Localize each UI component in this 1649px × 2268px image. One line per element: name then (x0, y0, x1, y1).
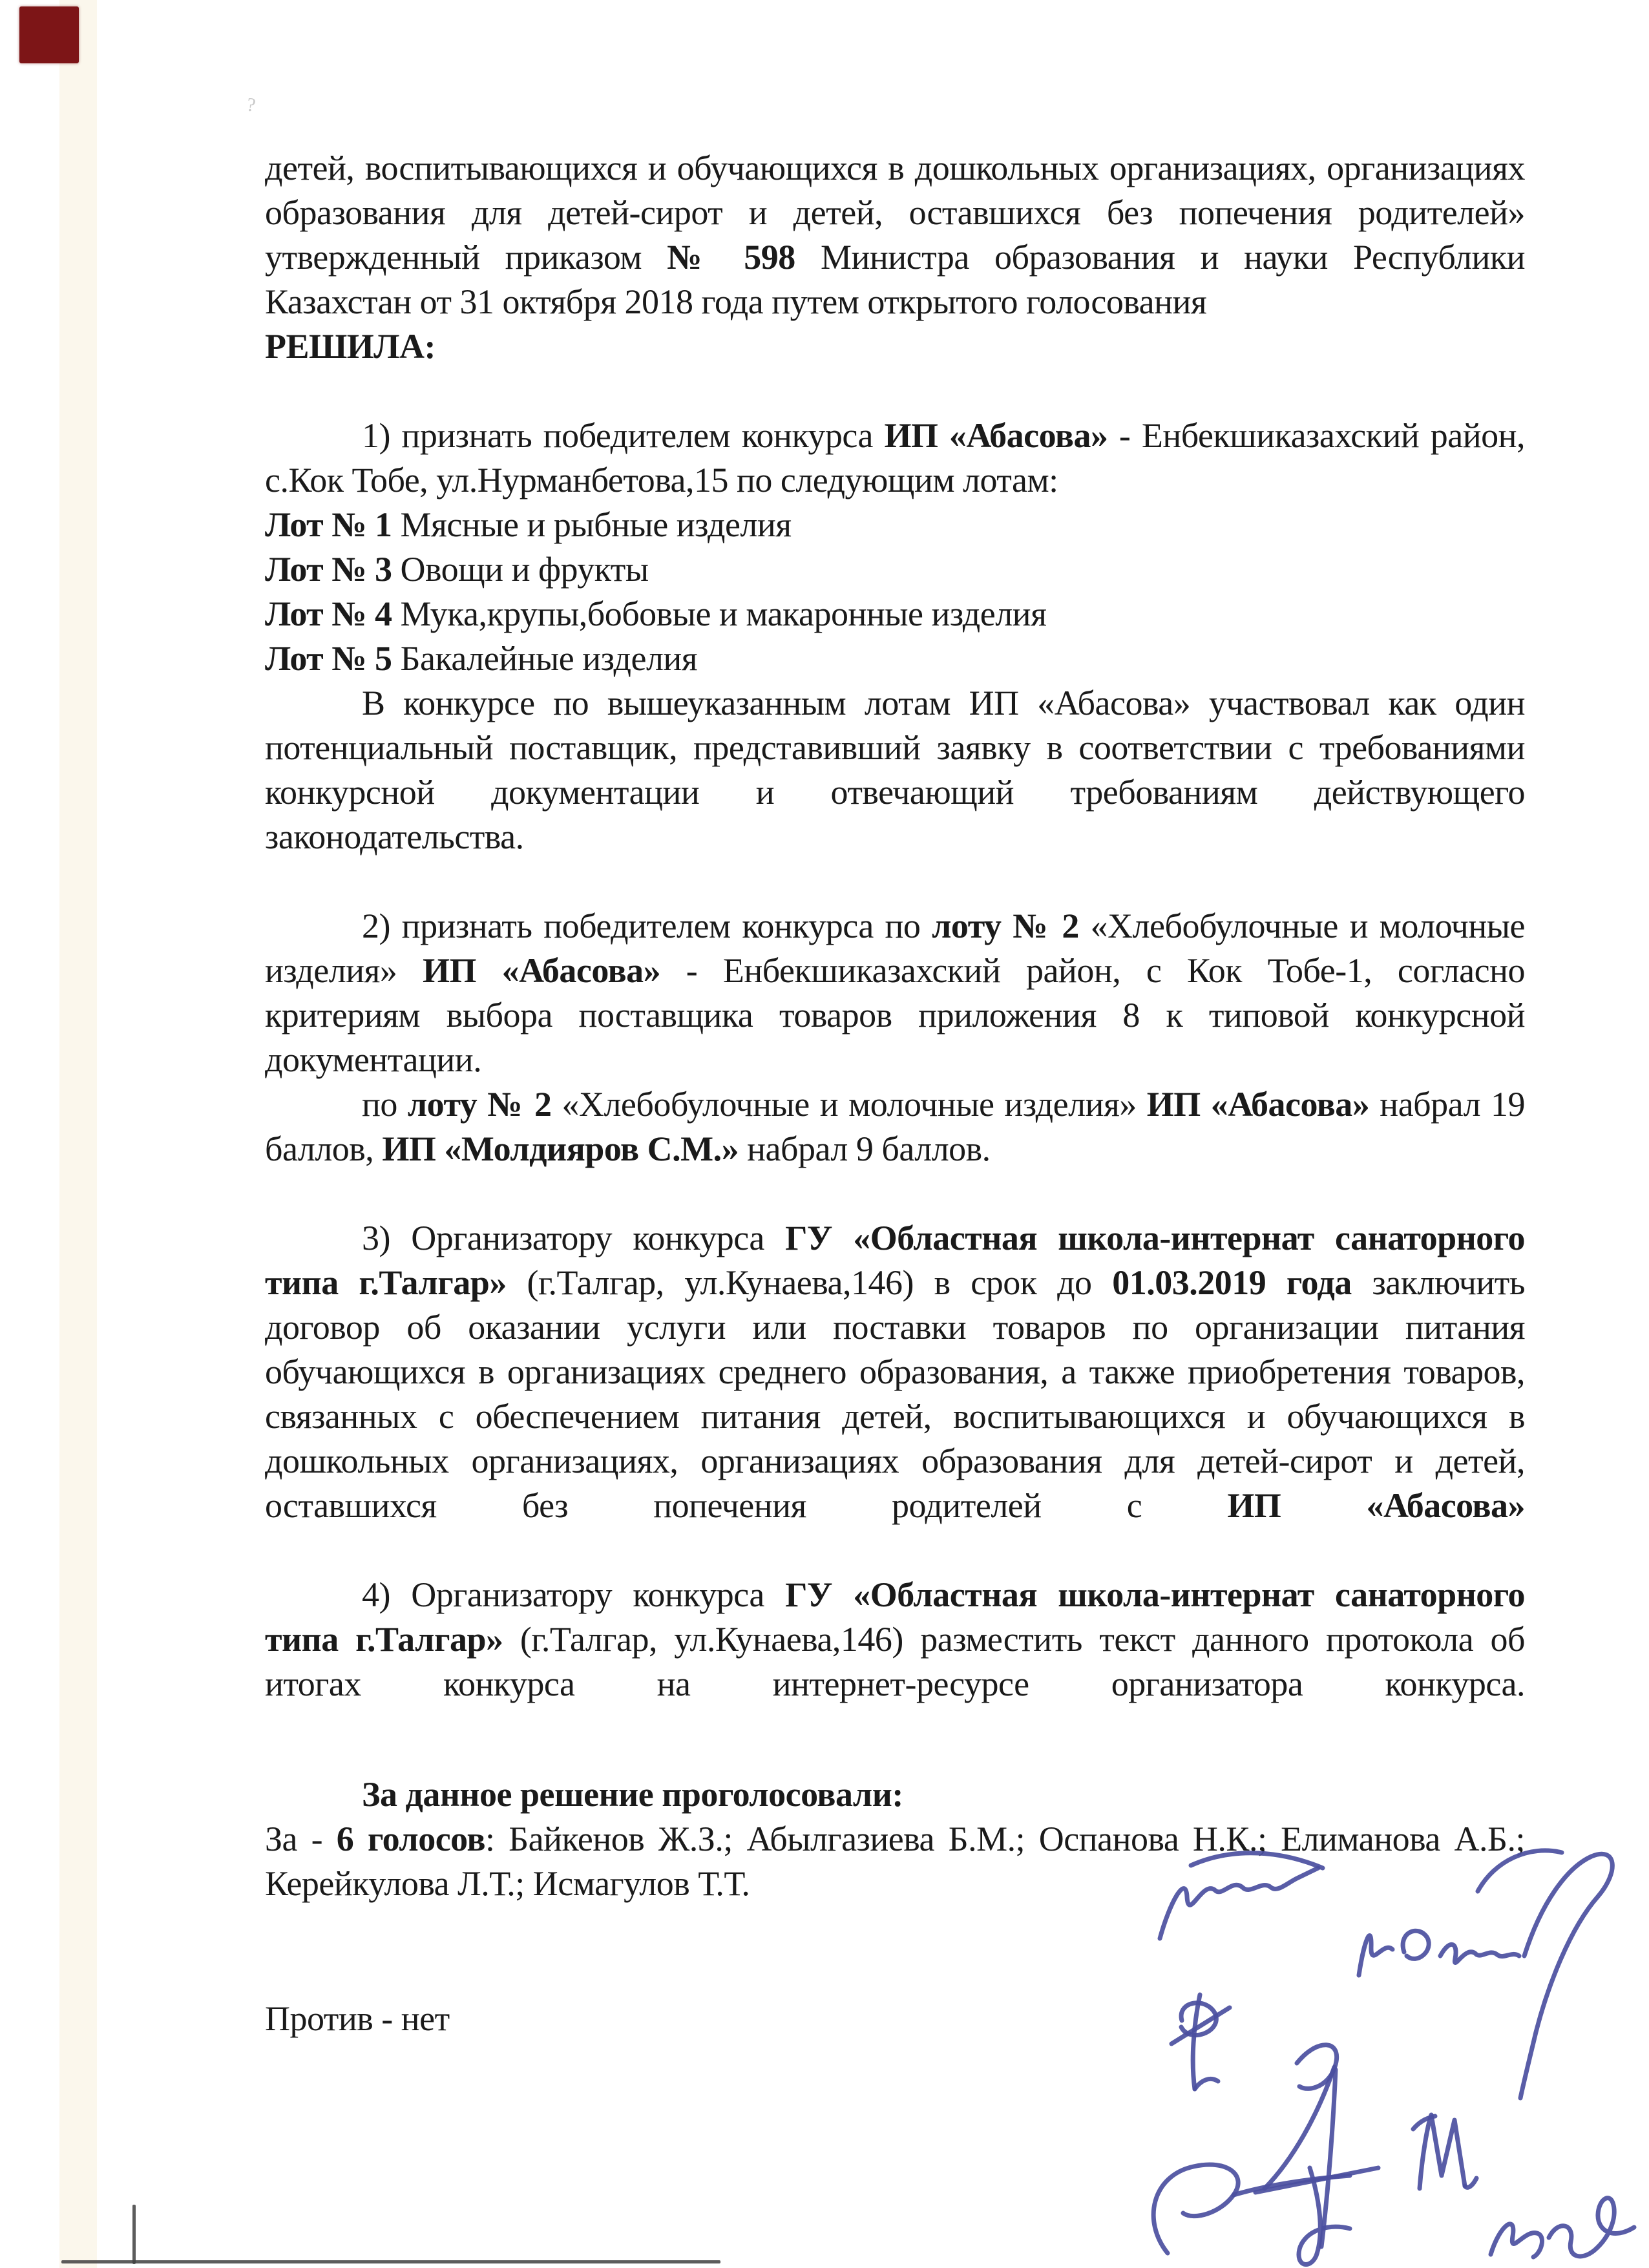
signature-ospanova (1359, 1851, 1612, 2098)
paragraph-resolved: РЕШИЛА: (265, 327, 436, 366)
scan-artifact-bottom-line (61, 2260, 720, 2263)
signature-zigzag (1255, 2045, 1378, 2247)
paragraph-lot4: Лот № 4 Мука,крупы,бобовые и макаронные изделия (265, 594, 1047, 633)
paragraph-single-supplier: В конкурсе по вышеуказанным лотам ИП «Абасова» участвовал как один потенциальный поставщик, представивший заявку в соответствии с требованиями конкурсной документации и отвечающий требованиям действующего законодательства. (265, 684, 1525, 856)
paragraph-item4: 4) Организатору конкурса ГУ «Областная школа-интернат санаторного типа г.Талгар» (г.Талгар, ул.Кунаева,146) разместить текст данного протокола об итогах конкурса на интернет-ресурсе организатора конкурса. (265, 1575, 1525, 1703)
paragraph-voted-heading: За данное решение проголосовали: (362, 1775, 903, 1814)
paragraph-lot5: Лот № 5 Бакалейные изделия (265, 639, 698, 678)
scan-artifact-left-line (132, 2205, 136, 2264)
paragraph-lot3: Лот № 3 Овощи и фрукты (265, 550, 649, 589)
paragraph-voted-for: За - 6 голосов: Байкенов Ж.З.; Абылгазиева Б.М.; Оспанова Н.К.; Елиманова А.Б.; Керейкулова Л.Т.; Исмагулов Т.Т. (265, 1820, 1525, 1903)
paragraph-item2: 2) признать победителем конкурса по лоту № 2 «Хлебобулочные и молочные изделия» ИП «Абасова» - Енбекшиказахский район, с Кок Тобе-1, согласно критериям выбора поставщика товаров приложения 8 к типовой конкурсной документации. (265, 907, 1526, 1079)
paragraph-intro: детей, воспитывающихся и обучающихся в дошкольных организациях, организациях образования для детей-сирот и детей, оставшихся без попечения родителей» утвержденный приказом № 598 Министра образования и науки Республики Казахстан от 31 октября 2018 года путем открытого голосования (265, 149, 1525, 321)
signatures-ink (1095, 1806, 1649, 2268)
document-body (265, 146, 1525, 2041)
paragraph-item1: 1) признать победителем конкурса ИП «Абасова» - Енбекшиказахский район, с.Кок Тобе, ул.Нурманбетова,15 по следующим лотам: (265, 416, 1525, 499)
paragraph-voted-against: Против - нет (265, 1999, 450, 2038)
scan-edge-band (59, 0, 97, 2268)
signature-flourish (1153, 2165, 1350, 2264)
paragraph-lot1: Лот № 1 Мясные и рыбные изделия (265, 505, 792, 544)
signature-zhev (1491, 2198, 1634, 2257)
scan-speck: ? (245, 94, 257, 116)
paragraph-item2-scores: по лоту № 2 «Хлебобулочные и молочные изделия» ИП «Абасова» набрал 19 баллов, ИП «Молдияров С.М.» набрал 9 баллов. (265, 1085, 1526, 1168)
corner-stamp-mark (19, 6, 79, 63)
paragraph-item3: 3) Организатору конкурса ГУ «Областная школа-интернат санаторного типа г.Талгар» (г.Талгар, ул.Кунаева,146) в срок до 01.03.2019 года заключить договор об оказании услуги или поставки товаров по организации питания обучающихся в организациях среднего образования, а также приобретения товаров, связанных с обеспечением питания детей, воспитывающихся и обучающихся в дошкольных организациях, организациях образования для детей-сирот и детей, оставшихся без попечения родителей с ИП «Абасова» (265, 1219, 1525, 1525)
signature-m-small (1413, 2115, 1476, 2189)
signature-circled (1171, 1995, 1230, 2089)
signature-scribble-1 (1160, 1853, 1323, 1938)
